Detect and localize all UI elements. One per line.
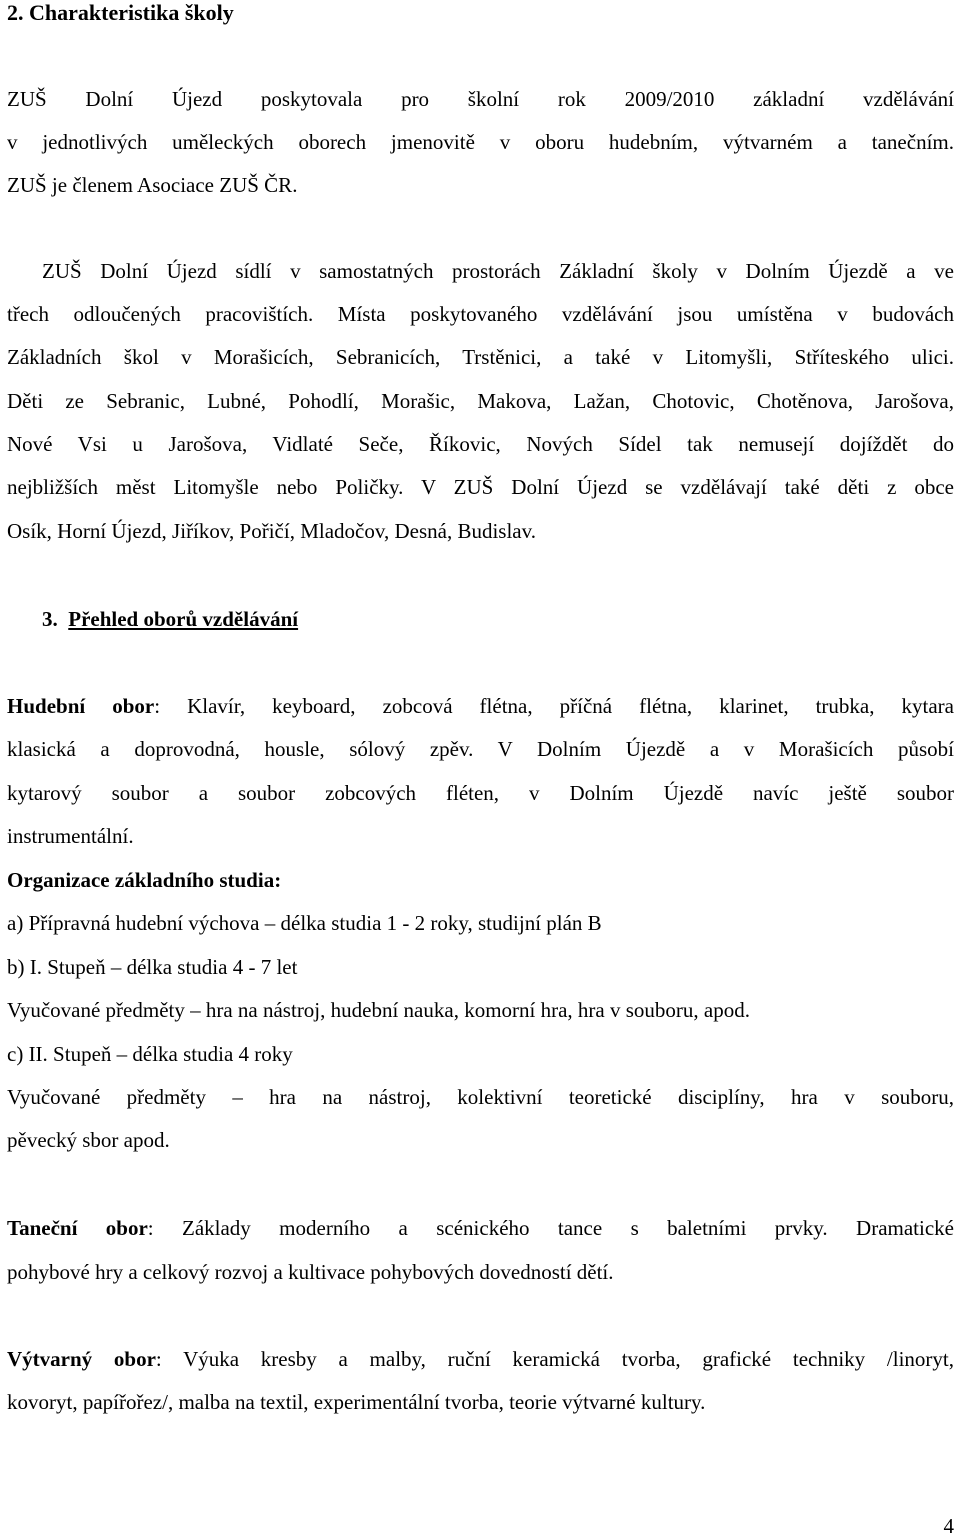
paragraph-2-line-5: Nové Vsi u Jarošova, Vidlaté Seče, Říkovic, Nových Sídel tak nemusejí dojíždět do bbox=[7, 432, 954, 456]
organization-item-1: a) Přípravná hudební výchova – délka studia 1 - 2 roky, studijní plán B bbox=[7, 911, 602, 935]
organization-item-2: b) I. Stupeň – délka studia 4 - 7 let bbox=[7, 955, 298, 979]
music-text-1: : Klavír, keyboard, zobcová flétna, příčná flétna, klarinet, trubka, kytara bbox=[154, 694, 954, 718]
music-line-4: instrumentální. bbox=[7, 824, 134, 848]
paragraph-1-line-1: ZUŠ Dolní Újezd poskytovala pro školní rok 2009/2010 základní vzdělávání bbox=[7, 87, 954, 111]
art-line-1 bbox=[7, 1346, 954, 1372]
art-line-2: kovoryt, papířořez/, malba na textil, experimentální tvorba, teorie výtvarné kultury. bbox=[7, 1390, 706, 1414]
paragraph-2-line-3: Základních škol v Morašicích, Sebranicích, Trstěnici, a také v Litomyšli, Stříteského ulici. bbox=[7, 345, 954, 369]
section-3-heading bbox=[42, 606, 298, 632]
paragraph-1-line-3: ZUŠ je členem Asociace ZUŠ ČR. bbox=[7, 173, 298, 197]
organization-heading: Organizace základního studia: bbox=[7, 868, 282, 892]
section-2-heading: 2. Charakteristika školy bbox=[7, 0, 234, 25]
paragraph-2-line-2: třech odloučených pracovištích. Místa poskytovaného vzdělávání jsou umístěna v budovách bbox=[7, 302, 954, 326]
art-label: Výtvarný obor bbox=[7, 1347, 156, 1371]
dance-line-1 bbox=[7, 1215, 954, 1241]
paragraph-2-line-6: nejbližších měst Litomyšle nebo Poličky. V ZUŠ Dolní Újezd se vzdělávají také děti z obce bbox=[7, 475, 954, 499]
music-line-3: kytarový soubor a soubor zobcových fléten, v Dolním Újezdě navíc ještě soubor bbox=[7, 781, 954, 805]
music-label: Hudební obor bbox=[7, 694, 155, 718]
dance-text-1: : Základy moderního a scénického tance s baletními prvky. Dramatické bbox=[147, 1216, 954, 1240]
dance-label: Taneční obor bbox=[7, 1216, 148, 1240]
organization-item-4: c) II. Stupeň – délka studia 4 roky bbox=[7, 1042, 293, 1066]
paragraph-2-line-1: ZUŠ Dolní Újezd sídlí v samostatných prostorách Základní školy v Dolním Újezdě a ve bbox=[42, 259, 954, 283]
paragraph-2-line-4: Děti ze Sebranic, Lubné, Pohodlí, Morašic, Makova, Lažan, Chotovic, Chotěnova, Jarošova, bbox=[7, 389, 954, 413]
organization-item-3: Vyučované předměty – hra na nástroj, hudební nauka, komorní hra, hra v souboru, apod. bbox=[7, 998, 750, 1022]
music-line-1 bbox=[7, 693, 954, 719]
section-3-title: Přehled oborů vzdělávání bbox=[68, 607, 299, 631]
page-number: 4 bbox=[943, 1514, 954, 1538]
organization-item-5: Vyučované předměty – hra na nástroj, kolektivní teoretické disciplíny, hra v souboru, bbox=[7, 1085, 954, 1109]
paragraph-2-line-7: Osík, Horní Újezd, Jiříkov, Pořičí, Mladočov, Desná, Budislav. bbox=[7, 519, 537, 543]
section-3-number: 3. bbox=[42, 607, 58, 631]
dance-line-2: pohybové hry a celkový rozvoj a kultivace pohybových dovedností dětí. bbox=[7, 1260, 614, 1284]
art-text-1: : Výuka kresby a malby, ruční keramická tvorba, grafické techniky /linoryt, bbox=[155, 1347, 954, 1371]
paragraph-1-line-2: v jednotlivých uměleckých oborech jmenovitě v oboru hudebním, výtvarném a tanečním. bbox=[7, 130, 954, 154]
organization-item-6: pěvecký sbor apod. bbox=[7, 1128, 170, 1152]
music-line-2: klasická a doprovodná, housle, sólový zpěv. V Dolním Újezdě a v Morašicích působí bbox=[7, 737, 954, 761]
